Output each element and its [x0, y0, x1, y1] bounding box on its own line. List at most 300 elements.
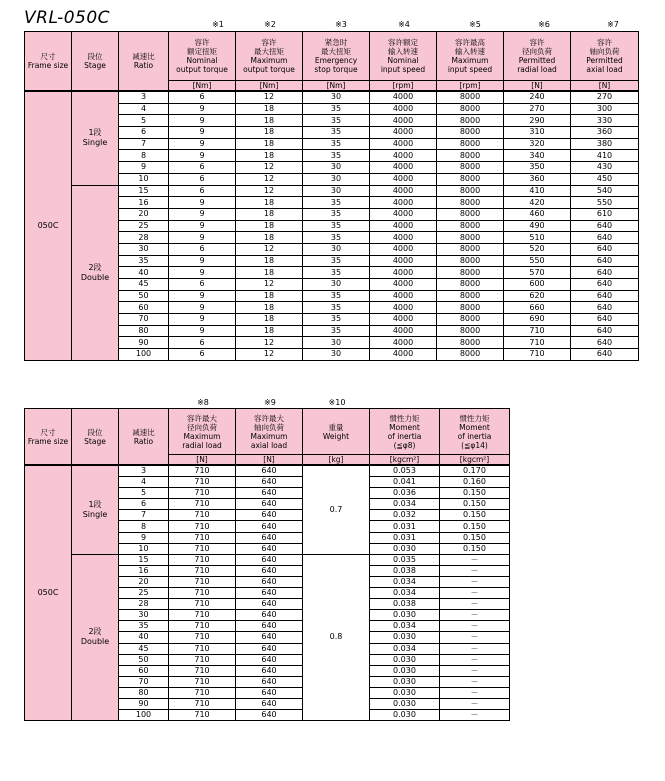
- value-cell: 30: [303, 349, 370, 361]
- value-cell: 9: [169, 197, 236, 209]
- value-cell: －: [440, 554, 510, 565]
- value-cell: 9: [169, 150, 236, 162]
- value-cell: 9: [169, 115, 236, 127]
- value-cell: 35: [303, 267, 370, 279]
- value-cell: 0.030: [370, 710, 440, 721]
- value-cell: 4000: [370, 267, 437, 279]
- value-cell: 8000: [437, 243, 504, 255]
- stage-double-cell: [72, 185, 119, 360]
- header-en: Ratio: [133, 61, 154, 70]
- value-cell: 9: [169, 267, 236, 279]
- header-zh: 容许最高 输入转速: [455, 38, 485, 56]
- value-cell: 0.030: [370, 654, 440, 665]
- ratio-cell: 16: [119, 197, 169, 209]
- ratio-cell: 90: [119, 698, 169, 709]
- header-en: Frame size: [27, 436, 69, 446]
- specs-table-2: [24, 408, 510, 721]
- value-cell: 18: [236, 197, 303, 209]
- header-zh: 段位: [87, 427, 103, 437]
- value-cell: 4000: [370, 220, 437, 232]
- value-cell: 4000: [370, 138, 437, 150]
- value-cell: 9: [169, 220, 236, 232]
- value-cell: 0.150: [440, 521, 510, 532]
- table-row: [25, 554, 510, 565]
- value-cell: －: [440, 576, 510, 587]
- value-cell: 320: [504, 138, 571, 150]
- value-cell: 520: [504, 243, 571, 255]
- header-en: Maximum axial load: [250, 431, 288, 450]
- header-max-speed: [437, 32, 504, 81]
- ref-mark: ※5: [469, 20, 481, 29]
- ratio-cell: 25: [119, 220, 169, 232]
- ratio-cell: 20: [119, 208, 169, 220]
- value-cell: 600: [504, 279, 571, 291]
- value-cell: 8000: [437, 162, 504, 174]
- unit-cell: [Nm]: [236, 81, 303, 92]
- ratio-cell: 35: [119, 621, 169, 632]
- header-en: Nominal output torque: [176, 56, 228, 74]
- value-cell: 640: [571, 325, 639, 337]
- ref-mark: ※2: [264, 20, 276, 29]
- value-cell: 640: [571, 349, 639, 361]
- header-frame-size: [25, 409, 72, 466]
- value-cell: 540: [571, 185, 639, 197]
- header-en: Moment of inertia (≦φ14): [457, 422, 492, 450]
- header-zh: 容许额定 输入转速: [388, 38, 418, 56]
- value-cell: 4000: [370, 337, 437, 349]
- value-cell: 0.034: [370, 588, 440, 599]
- header-weight: [303, 409, 370, 455]
- header-en: Stage: [84, 436, 106, 446]
- value-cell: 35: [303, 208, 370, 220]
- unit-cell: [kgcm²]: [370, 455, 440, 466]
- ratio-cell: 25: [119, 588, 169, 599]
- table2-reference-marks: [0, 398, 665, 408]
- value-cell: 640: [236, 565, 303, 576]
- unit-cell: [N]: [236, 455, 303, 466]
- value-cell: 18: [236, 302, 303, 314]
- header-en: Moment of inertia (≦φ8): [387, 422, 422, 450]
- value-cell: 4000: [370, 150, 437, 162]
- header-zh: 减速比: [132, 52, 155, 61]
- value-cell: 8000: [437, 302, 504, 314]
- value-cell: 690: [504, 314, 571, 326]
- value-cell: 710: [504, 325, 571, 337]
- value-cell: 4000: [370, 91, 437, 103]
- value-cell: 12: [236, 162, 303, 174]
- value-cell: 12: [236, 337, 303, 349]
- header-en: Maximum radial load: [182, 431, 222, 450]
- unit-cell: [N]: [571, 81, 639, 92]
- value-cell: 410: [504, 185, 571, 197]
- header-nominal-speed: [370, 32, 437, 81]
- ratio-cell: 50: [119, 654, 169, 665]
- ref-mark: ※4: [398, 20, 410, 29]
- unit-cell: [kgcm²]: [440, 455, 510, 466]
- value-cell: 710: [169, 698, 236, 709]
- value-cell: 18: [236, 232, 303, 244]
- value-cell: 18: [236, 103, 303, 115]
- value-cell: 640: [571, 267, 639, 279]
- value-cell: 35: [303, 127, 370, 139]
- value-cell: 9: [169, 302, 236, 314]
- value-cell: 610: [571, 208, 639, 220]
- value-cell: 640: [236, 588, 303, 599]
- header-zh: 容许最大 径向负荷: [187, 413, 217, 432]
- value-cell: 640: [236, 510, 303, 521]
- value-cell: 0.030: [370, 698, 440, 709]
- ref-mark: ※10: [328, 398, 346, 407]
- value-cell: 8000: [437, 127, 504, 139]
- value-cell: 12: [236, 279, 303, 291]
- table-row: [25, 185, 639, 197]
- header-max-radial-load: [169, 409, 236, 455]
- header-en: Ratio: [133, 436, 154, 446]
- value-cell: 710: [169, 532, 236, 543]
- ratio-cell: 80: [119, 687, 169, 698]
- table-row: [25, 91, 639, 103]
- value-cell: 12: [236, 173, 303, 185]
- ratio-cell: 5: [119, 488, 169, 499]
- header-nominal-torque: [169, 32, 236, 81]
- value-cell: 380: [571, 138, 639, 150]
- value-cell: 18: [236, 325, 303, 337]
- value-cell: －: [440, 654, 510, 665]
- header-en: Nominal input speed: [380, 56, 426, 74]
- value-cell: 430: [571, 162, 639, 174]
- ratio-cell: 28: [119, 599, 169, 610]
- value-cell: 710: [169, 643, 236, 654]
- unit-cell: [Nm]: [169, 81, 236, 92]
- table1-reference-marks: [0, 20, 665, 30]
- value-cell: 30: [303, 185, 370, 197]
- value-cell: 8000: [437, 208, 504, 220]
- value-cell: 640: [236, 665, 303, 676]
- stage-zh: 2段: [88, 627, 102, 637]
- value-cell: 420: [504, 197, 571, 209]
- header-zh: 容许 额定扭矩: [187, 38, 217, 56]
- value-cell: 640: [571, 314, 639, 326]
- value-cell: 8000: [437, 115, 504, 127]
- value-cell: 18: [236, 138, 303, 150]
- value-cell: 4000: [370, 127, 437, 139]
- header-emergency-torque: [303, 32, 370, 81]
- ratio-cell: 60: [119, 302, 169, 314]
- ref-mark: ※6: [538, 20, 550, 29]
- unit-cell: [rpm]: [437, 81, 504, 92]
- value-cell: 290: [504, 115, 571, 127]
- ratio-cell: 6: [119, 127, 169, 139]
- value-cell: 710: [169, 477, 236, 488]
- value-cell: 550: [571, 197, 639, 209]
- ratio-cell: 100: [119, 710, 169, 721]
- value-cell: 18: [236, 208, 303, 220]
- header-ratio: [119, 409, 169, 466]
- value-cell: 6: [169, 337, 236, 349]
- value-cell: 640: [236, 687, 303, 698]
- header-zh: 惯性力矩: [459, 413, 490, 423]
- value-cell: 35: [303, 232, 370, 244]
- ratio-cell: 40: [119, 632, 169, 643]
- header-en: Frame size: [27, 61, 69, 70]
- value-cell: 0.030: [370, 632, 440, 643]
- value-cell: 9: [169, 138, 236, 150]
- value-cell: 4000: [370, 103, 437, 115]
- value-cell: 0.034: [370, 621, 440, 632]
- ratio-cell: 28: [119, 232, 169, 244]
- value-cell: 0.150: [440, 488, 510, 499]
- ratio-cell: 4: [119, 477, 169, 488]
- header-en: Weight: [322, 431, 350, 441]
- ratio-cell: 100: [119, 349, 169, 361]
- header-en: Permitted axial load: [586, 56, 623, 74]
- stage-zh: 1段: [88, 128, 102, 138]
- header-stage: [72, 409, 119, 466]
- ratio-cell: 15: [119, 185, 169, 197]
- ratio-cell: 30: [119, 243, 169, 255]
- value-cell: 550: [504, 255, 571, 267]
- header-zh: 容许 径向负荷: [522, 38, 552, 56]
- value-cell: 710: [169, 521, 236, 532]
- ratio-cell: 30: [119, 610, 169, 621]
- ratio-cell: 16: [119, 565, 169, 576]
- value-cell: 710: [169, 465, 236, 477]
- value-cell: 8000: [437, 279, 504, 291]
- value-cell: 710: [169, 488, 236, 499]
- value-cell: 270: [504, 103, 571, 115]
- value-cell: 640: [236, 599, 303, 610]
- value-cell: 9: [169, 314, 236, 326]
- header-zh: 尺寸: [40, 52, 56, 61]
- value-cell: 640: [571, 302, 639, 314]
- header-axial-load: [571, 32, 639, 81]
- value-cell: 640: [571, 255, 639, 267]
- ratio-cell: 3: [119, 465, 169, 477]
- value-cell: 0.150: [440, 499, 510, 510]
- value-cell: 0.032: [370, 510, 440, 521]
- value-cell: 0.030: [370, 665, 440, 676]
- value-cell: 0.150: [440, 543, 510, 554]
- value-cell: 640: [236, 499, 303, 510]
- value-cell: 18: [236, 255, 303, 267]
- header-en: Permitted radial load: [517, 56, 557, 74]
- value-cell: 30: [303, 279, 370, 291]
- value-cell: 4000: [370, 349, 437, 361]
- value-cell: 640: [236, 465, 303, 477]
- ratio-cell: 20: [119, 576, 169, 587]
- header-frame-size: [25, 32, 72, 92]
- value-cell: 710: [169, 665, 236, 676]
- value-cell: 8000: [437, 150, 504, 162]
- value-cell: －: [440, 665, 510, 676]
- value-cell: 710: [504, 349, 571, 361]
- value-cell: 710: [169, 687, 236, 698]
- value-cell: 640: [236, 676, 303, 687]
- ref-mark: ※7: [607, 20, 619, 29]
- value-cell: 9: [169, 325, 236, 337]
- value-cell: 30: [303, 91, 370, 103]
- value-cell: 340: [504, 150, 571, 162]
- value-cell: 35: [303, 115, 370, 127]
- value-cell: 710: [169, 576, 236, 587]
- stage-en: Single: [82, 509, 108, 519]
- value-cell: －: [440, 643, 510, 654]
- value-cell: 640: [571, 279, 639, 291]
- value-cell: 35: [303, 314, 370, 326]
- header-max-axial-load: [236, 409, 303, 455]
- value-cell: －: [440, 610, 510, 621]
- value-cell: 0.036: [370, 488, 440, 499]
- value-cell: 30: [303, 162, 370, 174]
- value-cell: 12: [236, 349, 303, 361]
- value-cell: 18: [236, 127, 303, 139]
- value-cell: 710: [169, 610, 236, 621]
- value-cell: 4000: [370, 325, 437, 337]
- header-max-torque: [236, 32, 303, 81]
- value-cell: 9: [169, 255, 236, 267]
- value-cell: 300: [571, 103, 639, 115]
- value-cell: 9: [169, 103, 236, 115]
- value-cell: 4000: [370, 314, 437, 326]
- value-cell: 710: [504, 337, 571, 349]
- ref-mark: ※9: [264, 398, 276, 407]
- ratio-cell: 80: [119, 325, 169, 337]
- value-cell: 35: [303, 220, 370, 232]
- ratio-cell: 60: [119, 665, 169, 676]
- value-cell: 6: [169, 91, 236, 103]
- value-cell: 6: [169, 279, 236, 291]
- table-row: [25, 465, 510, 477]
- value-cell: 8000: [437, 103, 504, 115]
- value-cell: 6: [169, 185, 236, 197]
- value-cell: 0.150: [440, 510, 510, 521]
- value-cell: 8000: [437, 185, 504, 197]
- value-cell: 640: [236, 643, 303, 654]
- value-cell: 18: [236, 314, 303, 326]
- value-cell: 640: [236, 710, 303, 721]
- value-cell: 710: [169, 499, 236, 510]
- header-zh: 惯性力矩: [389, 413, 420, 423]
- value-cell: 4000: [370, 115, 437, 127]
- value-cell: 4000: [370, 185, 437, 197]
- value-cell: 30: [303, 173, 370, 185]
- value-cell: 710: [169, 510, 236, 521]
- frame-size-cell: 050C: [25, 465, 72, 721]
- value-cell: 9: [169, 232, 236, 244]
- value-cell: 640: [236, 654, 303, 665]
- ratio-cell: 8: [119, 150, 169, 162]
- value-cell: 0.035: [370, 554, 440, 565]
- value-cell: 640: [236, 610, 303, 621]
- unit-cell: [N]: [169, 455, 236, 466]
- value-cell: 640: [236, 554, 303, 565]
- ratio-cell: 40: [119, 267, 169, 279]
- value-cell: 35: [303, 290, 370, 302]
- value-cell: 8000: [437, 325, 504, 337]
- stage-single-cell: [72, 465, 119, 554]
- specs-table-1: [24, 31, 639, 361]
- value-cell: 18: [236, 220, 303, 232]
- value-cell: 8000: [437, 91, 504, 103]
- value-cell: 0.030: [370, 676, 440, 687]
- value-cell: 240: [504, 91, 571, 103]
- ratio-cell: 70: [119, 314, 169, 326]
- header-zh: 容许最大 轴向负荷: [254, 413, 284, 432]
- value-cell: 35: [303, 255, 370, 267]
- value-cell: 640: [571, 220, 639, 232]
- value-cell: 35: [303, 325, 370, 337]
- page-title: VRL-050C: [24, 8, 111, 28]
- header-zh: 尺寸: [40, 427, 56, 437]
- value-cell: 0.031: [370, 532, 440, 543]
- ratio-cell: 15: [119, 554, 169, 565]
- ratio-cell: 10: [119, 543, 169, 554]
- value-cell: 8000: [437, 138, 504, 150]
- header-zh: 减速比: [132, 427, 155, 437]
- value-cell: 8000: [437, 173, 504, 185]
- ratio-cell: 9: [119, 532, 169, 543]
- header-stage: [72, 32, 119, 92]
- value-cell: 490: [504, 220, 571, 232]
- value-cell: 35: [303, 302, 370, 314]
- value-cell: 9: [169, 127, 236, 139]
- value-cell: 12: [236, 91, 303, 103]
- ratio-cell: 35: [119, 255, 169, 267]
- value-cell: 410: [571, 150, 639, 162]
- value-cell: 35: [303, 103, 370, 115]
- value-cell: 710: [169, 588, 236, 599]
- value-cell: 360: [504, 173, 571, 185]
- unit-cell: [N]: [504, 81, 571, 92]
- value-cell: 0.041: [370, 477, 440, 488]
- header-inertia-14: [440, 409, 510, 455]
- value-cell: 4000: [370, 255, 437, 267]
- value-cell: 0.053: [370, 465, 440, 477]
- value-cell: 6: [169, 243, 236, 255]
- value-cell: 710: [169, 599, 236, 610]
- value-cell: 710: [169, 654, 236, 665]
- header-zh: 容许 最大扭矩: [254, 38, 284, 56]
- value-cell: 9: [169, 290, 236, 302]
- value-cell: 710: [169, 565, 236, 576]
- value-cell: 8000: [437, 337, 504, 349]
- value-cell: 350: [504, 162, 571, 174]
- value-cell: 640: [236, 632, 303, 643]
- value-cell: 6: [169, 173, 236, 185]
- value-cell: 710: [169, 632, 236, 643]
- value-cell: 4000: [370, 243, 437, 255]
- stage-en: Double: [80, 637, 110, 647]
- stage-double-cell: [72, 554, 119, 720]
- value-cell: －: [440, 621, 510, 632]
- ratio-cell: 7: [119, 138, 169, 150]
- value-cell: 0.034: [370, 499, 440, 510]
- value-cell: 8000: [437, 220, 504, 232]
- value-cell: －: [440, 687, 510, 698]
- value-cell: 620: [504, 290, 571, 302]
- value-cell: 9: [169, 208, 236, 220]
- value-cell: 0.150: [440, 532, 510, 543]
- value-cell: －: [440, 599, 510, 610]
- value-cell: －: [440, 710, 510, 721]
- header-en: Maximum output torque: [243, 56, 295, 74]
- ratio-cell: 3: [119, 91, 169, 103]
- value-cell: 4000: [370, 290, 437, 302]
- unit-cell: [Nm]: [303, 81, 370, 92]
- value-cell: 310: [504, 127, 571, 139]
- value-cell: 710: [169, 710, 236, 721]
- ratio-cell: 7: [119, 510, 169, 521]
